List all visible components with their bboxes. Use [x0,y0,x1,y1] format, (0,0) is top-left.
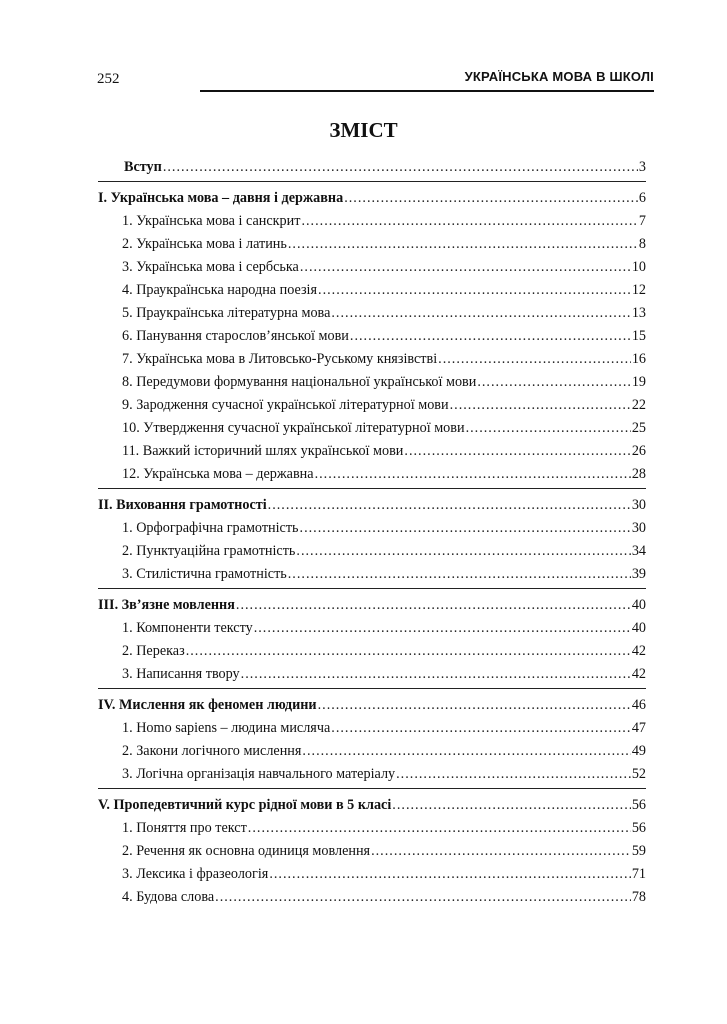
toc-section [98,694,646,789]
toc-entry [98,233,646,256]
dot-leader [392,794,631,817]
toc-entry [98,663,646,686]
toc-section-heading [98,694,646,717]
toc-entry-label: 6. Панування старослов’янської мови [122,328,349,344]
toc-entry-page: 71 [631,866,646,882]
dot-leader [477,371,630,394]
toc-entry-label: IV. Мислення як феномен людини [98,697,317,713]
toc-entry-page: 46 [631,697,646,713]
toc-entry [98,302,646,325]
toc-entry [98,417,646,440]
toc-entry-page: 26 [631,443,646,459]
toc-entry-label: III. Зв’язне мовлення [98,597,235,613]
dot-leader [288,233,638,256]
toc-section [98,494,646,589]
toc-entry-label: 4. Праукраїнська народна поезія [122,282,318,298]
toc-section [98,594,646,689]
toc-entry-label: II. Виховання грамотності [98,497,267,513]
toc-intro-section [98,156,646,182]
toc-entry [98,640,646,663]
toc-entry [98,717,646,740]
toc-entry [98,279,646,302]
toc-section-heading [98,794,646,817]
dot-leader [288,563,631,586]
toc-entry-label: 1. Компоненти тексту [122,620,253,636]
dot-leader [163,156,638,179]
toc-entry [98,440,646,463]
toc-entry-page: 42 [631,643,646,659]
toc-entry-label: I. Українська мова – давня і державна [98,190,344,206]
toc-entry-page: 40 [631,620,646,636]
dot-leader [241,663,631,686]
dot-leader [268,494,631,517]
toc-entry-label: 2. Переказ [122,643,185,659]
header-rule [200,90,654,92]
toc-section [98,794,646,911]
dot-leader [371,840,631,863]
toc-entry [98,256,646,279]
toc-entry-page: 16 [631,351,646,367]
toc-entry-page: 10 [631,259,646,275]
toc-entry [98,740,646,763]
toc-entry-label: 3. Українська мова і сербська [122,259,299,275]
toc-entry-page: 8 [638,236,646,252]
toc-entry-label: 2. Українська мова і латинь [122,236,287,252]
dot-leader [318,279,631,302]
dot-leader [296,540,630,563]
toc-entry-label: 4. Будова слова [122,889,215,905]
toc-entry-page: 47 [631,720,646,736]
toc-section [98,187,646,489]
toc-entry-label: 2. Закони логічного мислення [122,743,302,759]
running-title: УКРАЇНСЬКА МОВА В ШКОЛІ [464,69,654,84]
toc-entry-page: 13 [631,305,646,321]
toc-entry-page: 40 [631,597,646,613]
toc-entry-page: 15 [631,328,646,344]
toc-entry-label: 1. Homo sapiens – людина мисляча [122,720,331,736]
toc-entry-label: V. Пропедевтичний курс рідної мови в 5 класі [98,797,392,813]
toc-entry-label: 10. Утвердження сучасної української літературної мови [122,420,465,436]
toc-entry-label: 3. Написання твору [122,666,240,682]
dot-leader [350,325,631,348]
toc-entry [98,617,646,640]
toc-entry [98,394,646,417]
toc-entry [98,371,646,394]
toc-entry-label: 2. Речення як основна одиниця мовлення [122,843,371,859]
page-number: 252 [97,71,120,87]
dot-leader [396,763,631,786]
toc-entry-label: 3. Логічна організація навчального матеріалу [122,766,396,782]
dot-leader [466,417,631,440]
toc-entry-page: 22 [631,397,646,413]
toc-entry-label: 3. Стилістична грамотність [122,566,287,582]
dot-leader [318,694,631,717]
dot-leader [215,886,631,909]
dot-leader [300,517,631,540]
toc-entry [98,463,646,486]
dot-leader [186,640,631,663]
dot-leader [404,440,630,463]
toc-entry-page: 19 [631,374,646,390]
toc-entry-page: 56 [631,820,646,836]
table-of-contents [98,156,646,916]
toc-entry-page: 39 [631,566,646,582]
toc-title: ЗМІСТ [329,118,398,142]
toc-entry-page: 49 [631,743,646,759]
toc-entry [98,763,646,786]
dot-leader [254,617,631,640]
toc-entry-page: 28 [631,466,646,482]
toc-entry-label: 11. Важкий історичний шлях української мови [122,443,404,459]
toc-entry-page: 25 [631,420,646,436]
dot-leader [302,740,630,763]
toc-entry-label: 3. Лексика і фразеологія [122,866,269,882]
toc-entry-label: 9. Зародження сучасної української літературної мови [122,397,449,413]
dot-leader [344,187,638,210]
toc-entry [98,863,646,886]
toc-entry-page: 78 [631,889,646,905]
toc-entry-page: 30 [631,520,646,536]
toc-section-heading [98,594,646,617]
dot-leader [315,463,631,486]
dot-leader [331,717,631,740]
toc-sections [98,187,646,911]
toc-entry [98,517,646,540]
toc-entry-page: 6 [638,190,646,206]
toc-entry-label: 2. Пунктуаційна грамотність [122,543,296,559]
toc-entry-page: 34 [631,543,646,559]
toc-entry-label: 1. Українська мова і санскрит [122,213,301,229]
toc-entry-intro [98,156,646,179]
toc-entry-page: 56 [631,797,646,813]
dot-leader [236,594,631,617]
toc-entry-label: 5. Праукраїнська літературна мова [122,305,331,321]
dot-leader [248,817,631,840]
toc-entry-page: 42 [631,666,646,682]
toc-entry [98,210,646,233]
toc-entry-label: 1. Поняття про текст [122,820,247,836]
dot-leader [438,348,631,371]
toc-entry-label: 1. Орфографічна грамотність [122,520,299,536]
toc-entry-page: 7 [638,213,646,229]
toc-entry [98,817,646,840]
toc-section-heading [98,494,646,517]
toc-entry [98,348,646,371]
toc-entry-page: 52 [631,766,646,782]
toc-entry [98,325,646,348]
toc-entry-label: 8. Передумови формування національної української мови [122,374,477,390]
dot-leader [450,394,631,417]
toc-entry [98,563,646,586]
toc-entry-page: 59 [631,843,646,859]
dot-leader [301,210,637,233]
toc-entry-page: 3 [638,159,646,175]
toc-entry-label: 12. Українська мова – державна [122,466,314,482]
toc-entry-label: 7. Українська мова в Литовсько-Руському князівстві [122,351,438,367]
toc-entry-label: Вступ [124,159,162,175]
toc-entry [98,886,646,909]
dot-leader [269,863,631,886]
toc-entry-page: 12 [631,282,646,298]
toc-entry [98,540,646,563]
toc-section-heading [98,187,646,210]
toc-entry [98,840,646,863]
toc-entry-page: 30 [631,497,646,513]
dot-leader [300,256,631,279]
dot-leader [331,302,630,325]
